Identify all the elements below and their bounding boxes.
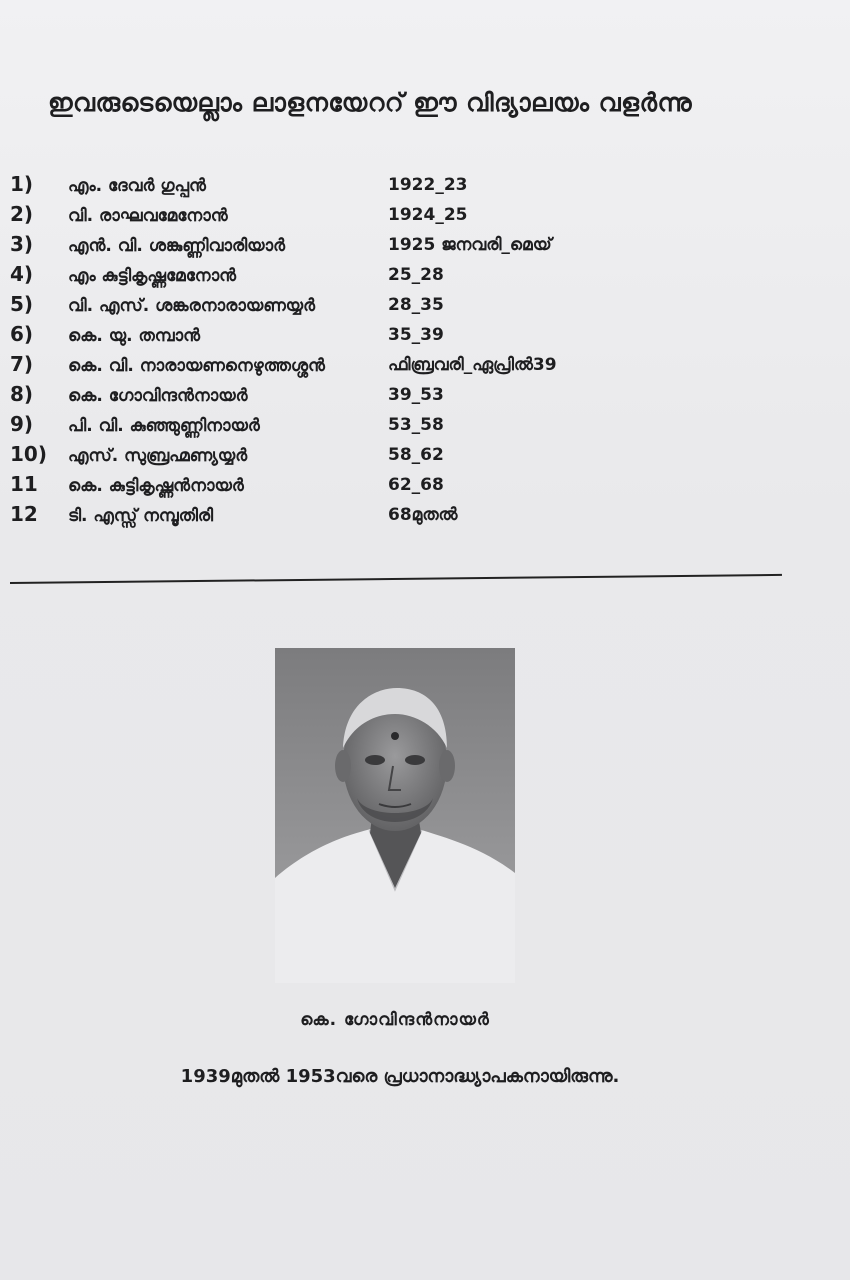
list-item <box>0 202 850 232</box>
list-item-name: എസ്. സുബ്രഹ്മണ്യയ്യർ <box>68 446 248 466</box>
list-item <box>0 262 850 292</box>
list-item-name: വി. രാഘവമേനോൻ <box>68 206 228 226</box>
list-item-period: 1922_23 <box>388 175 468 195</box>
list-item-name: പി. വി. കുഞ്ഞുണ്ണിനായർ <box>68 416 260 436</box>
list-item-period: 28_35 <box>388 295 444 315</box>
list-item-name: എം കുട്ടികൃഷ്ണമേനോൻ <box>68 266 237 286</box>
list-item-period: 53_58 <box>388 415 444 435</box>
photo-caption: കെ. ഗോവിന്ദൻനായർ <box>300 1010 490 1030</box>
portrait-photo <box>275 648 515 983</box>
list-item <box>0 322 850 352</box>
headmaster-list <box>0 172 850 532</box>
list-item-period: 25_28 <box>388 265 444 285</box>
list-item <box>0 352 850 382</box>
list-item-period: 58_62 <box>388 445 444 465</box>
list-item-number: 12 <box>10 502 38 526</box>
list-item-name: എം. ദേവർ ഗുപ്പൻ <box>68 176 206 196</box>
list-item-number: 9) <box>10 412 34 436</box>
list-item-period: 35_39 <box>388 325 444 345</box>
list-item-name: കെ. യു. തമ്പാൻ <box>68 326 201 346</box>
list-item-period: 1925 ജനവരി_മെയ് <box>388 235 552 255</box>
list-item-period: 39_53 <box>388 385 444 405</box>
list-item-period: ഫിബ്രവരി_ഏപ്രിൽ39 <box>388 355 557 375</box>
list-item-name: ടി. എസ്സ് നമ്പൂതിരി <box>68 506 214 526</box>
list-item-number: 6) <box>10 322 34 346</box>
list-item-number: 11 <box>10 472 38 496</box>
list-item <box>0 412 850 442</box>
list-item-number: 7) <box>10 352 34 376</box>
list-item-name: കെ. കുട്ടികൃഷ്ണൻനായർ <box>68 476 244 496</box>
list-item <box>0 232 850 262</box>
list-item-number: 8) <box>10 382 34 406</box>
section-divider <box>10 574 782 584</box>
list-item <box>0 382 850 412</box>
list-item-number: 4) <box>10 262 34 286</box>
list-item-number: 3) <box>10 232 34 256</box>
list-item-name: വി. എസ്. ശങ്കരനാരായണയ്യർ <box>68 296 315 316</box>
list-item-period: 62_68 <box>388 475 444 495</box>
list-item-number: 1) <box>10 172 34 196</box>
list-item <box>0 502 850 532</box>
list-item-number: 2) <box>10 202 34 226</box>
list-item <box>0 442 850 472</box>
list-item-name: എൻ. വി. ശങ്കുണ്ണിവാരിയാർ <box>68 236 286 256</box>
page-title: ഇവരുടെയെല്ലാം ലാളനയേററ് ഈ വിദ്യാലയം വളർന്നു <box>48 88 693 117</box>
list-item <box>0 172 850 202</box>
list-item-number: 10) <box>10 442 47 466</box>
list-item-name: കെ. ഗോവിന്ദൻനായർ <box>68 386 248 406</box>
list-item-period: 68മുതൽ <box>388 505 458 525</box>
list-item-name: കെ. വി. നാരായണനെഴുത്തശ്ശൻ <box>68 356 325 376</box>
list-item-period: 1924_25 <box>388 205 468 225</box>
list-item-number: 5) <box>10 292 34 316</box>
list-item <box>0 472 850 502</box>
photo-note: 1939മുതൽ 1953വരെ പ്രധാനാദ്ധ്യാപകനായിരുന്നു. <box>180 1066 620 1087</box>
list-item <box>0 292 850 322</box>
